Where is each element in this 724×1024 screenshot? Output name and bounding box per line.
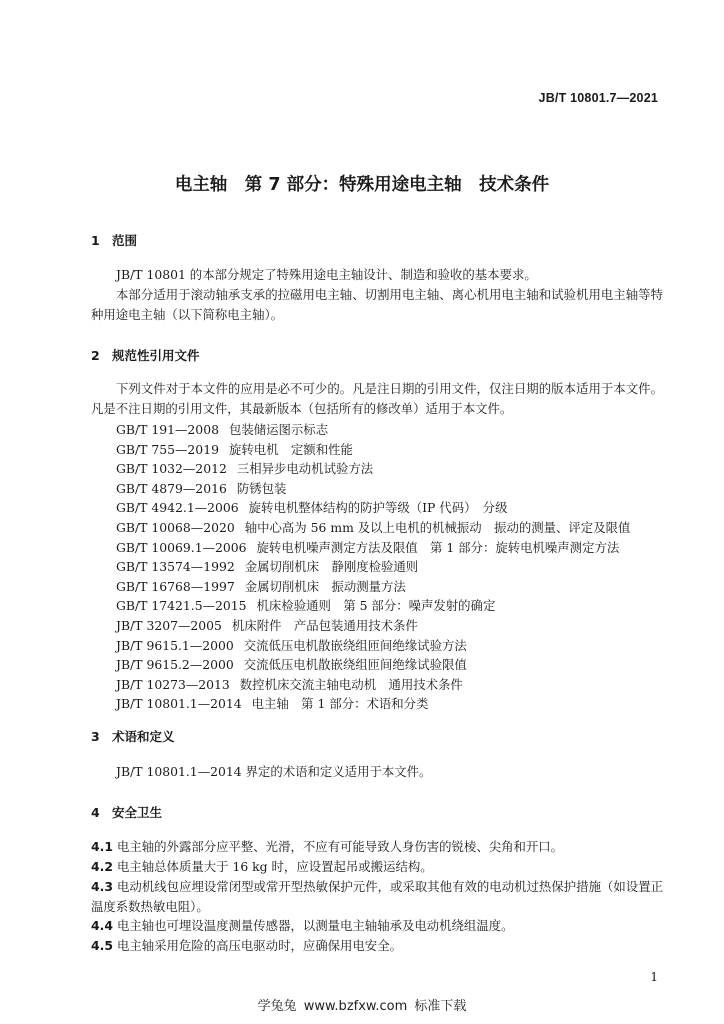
reference-list (116, 420, 630, 714)
list-item (116, 636, 630, 656)
reference-title: 轴中心高为 56 mm 及以上电机的机械振动 振动的测量、评定及限值 (244, 519, 631, 535)
list-item (116, 694, 630, 714)
reference-title: 电主轴 第 1 部分：术语和分类 (251, 696, 429, 712)
reference-code: GB/T 755—2019 (116, 441, 219, 457)
section-heading-safety (91, 803, 162, 821)
clause-text: 电主轴的外露部分应平整、光滑，不应有可能导致人身伤害的锐棱、尖角和开口。 (117, 839, 564, 854)
reference-code: GB/T 4942.1—2006 (116, 500, 239, 516)
clause-text: 电主轴采用危险的高压电驱动时，应确保用电安全。 (117, 938, 402, 953)
reference-code: GB/T 10069.1—2006 (116, 539, 247, 555)
list-item (116, 420, 630, 440)
section-title: 范围 (112, 233, 138, 248)
terms-paragraph: JB/T 10801.1—2014 界定的术语和定义适用于本文件。 (116, 764, 432, 779)
section-number: 4 (91, 805, 100, 820)
reference-title: 金属切削机床 振动测量方法 (244, 578, 406, 594)
clause-number: 4.5 (91, 938, 113, 953)
clause-number: 4.1 (91, 839, 113, 854)
page-number: 1 (650, 970, 658, 984)
section-heading-normative-references (91, 346, 200, 364)
reference-code: JB/T 9615.2—2000 (116, 657, 234, 673)
scope-paragraph-1: JB/T 10801 的本部分规定了特殊用途电主轴设计、制造和验收的基本要求。 (116, 267, 537, 282)
section-number: 1 (91, 233, 100, 248)
clause-number: 4.3 (91, 879, 113, 894)
reference-title: 机床检验通则 第 5 部分：噪声发射的确定 (256, 598, 496, 614)
reference-code: GB/T 10068—2020 (116, 519, 235, 535)
clause-text: 电主轴也可埋设温度测量传感器，以测量电主轴轴承及电动机绕组温度。 (117, 918, 514, 933)
reference-title: 旋转电机整体结构的防护等级（IP 代码） 分级 (248, 500, 508, 516)
clause-4-3 (91, 877, 663, 917)
reference-title: 三相异步电动机试验方法 (236, 461, 374, 477)
reference-title: 包装储运图示标志 (228, 422, 329, 437)
clause-number: 4.2 (91, 859, 113, 874)
list-item (116, 459, 630, 479)
reference-title: 交流低压电机散嵌绕组匝间绝缘试验限值 (243, 657, 467, 673)
list-item (116, 675, 630, 695)
reference-code: GB/T 16768—1997 (116, 578, 235, 594)
section-title: 安全卫生 (112, 805, 163, 820)
clause-number: 4.4 (91, 918, 113, 933)
clause-text: 电主轴总体质量大于 16 kg 时，应设置起吊或搬运结构。 (117, 859, 433, 874)
reference-title: 数控机床交流主轴电动机 通用技术条件 (239, 676, 463, 692)
section-heading-terms (91, 727, 175, 745)
list-item (116, 538, 630, 558)
reference-code: GB/T 1032—2012 (116, 461, 227, 477)
list-item (116, 655, 630, 675)
section-number: 2 (91, 348, 100, 363)
reference-code: JB/T 10801.1—2014 (116, 696, 242, 712)
section-title: 术语和定义 (112, 729, 175, 744)
reference-code: GB/T 4879—2016 (116, 480, 227, 496)
reference-code: GB/T 17421.5—2015 (116, 598, 247, 614)
list-item (116, 479, 630, 499)
clause-4-2 (91, 857, 663, 877)
list-item (116, 616, 630, 636)
reference-title: 防锈包装 (236, 480, 287, 496)
clause-4-4 (91, 916, 663, 936)
reference-code: GB/T 13574—1992 (116, 559, 235, 575)
list-item (116, 518, 630, 538)
document-title: 电主轴 第 7 部分：特殊用途电主轴 技术条件 (174, 175, 550, 195)
section-number: 3 (91, 729, 100, 744)
reference-code: GB/T 191—2008 (116, 422, 219, 437)
clause-4-5 (91, 936, 663, 956)
section-title: 规范性引用文件 (112, 348, 200, 363)
reference-title: 金属切削机床 静刚度检验通则 (244, 559, 419, 575)
reference-title: 交流低压电机散嵌绕组匝间绝缘试验方法 (243, 637, 467, 653)
list-item (116, 596, 630, 616)
section-heading-scope (91, 231, 137, 249)
download-watermark: 学兔兔 www.bzfxw.com 标准下载 (257, 999, 467, 1014)
reference-title: 旋转电机噪声测定方法及限值 第 1 部分：旋转电机噪声测定方法 (256, 539, 620, 555)
list-item (116, 557, 630, 577)
references-intro: 下列文件对于本文件的应用是必不可少的。凡是注日期的引用文件，仅注日期的版本适用于本文件。凡是不注日期的引用文件，其最新版本（包括所有的修改单）适用于本文件。 (91, 381, 663, 416)
clause-text: 电动机线包应埋设常闭型或常开型热敏保护元件，或采取其他有效的电动机过热保护措施（如设置正温度系数热敏电阻）。 (91, 879, 663, 914)
list-item (116, 577, 630, 597)
reference-title: 机床附件 产品包装通用技术条件 (231, 617, 418, 633)
scope-paragraph-2: 本部分适用于滚动轴承支承的拉磁用电主轴、切割用电主轴、离心机用电主轴和试验机用电主轴等特种用途电主轴（以下简称电主轴）。 (91, 287, 663, 322)
reference-code: JB/T 10273—2013 (116, 676, 230, 692)
reference-code: JB/T 3207—2005 (116, 617, 222, 633)
reference-title: 旋转电机 定额和性能 (228, 441, 353, 457)
list-item (116, 498, 630, 518)
document-code: JB/T 10801.7—2021 (538, 91, 658, 105)
list-item (116, 440, 630, 460)
reference-code: JB/T 9615.1—2000 (116, 637, 234, 653)
clause-4-1 (91, 837, 663, 857)
